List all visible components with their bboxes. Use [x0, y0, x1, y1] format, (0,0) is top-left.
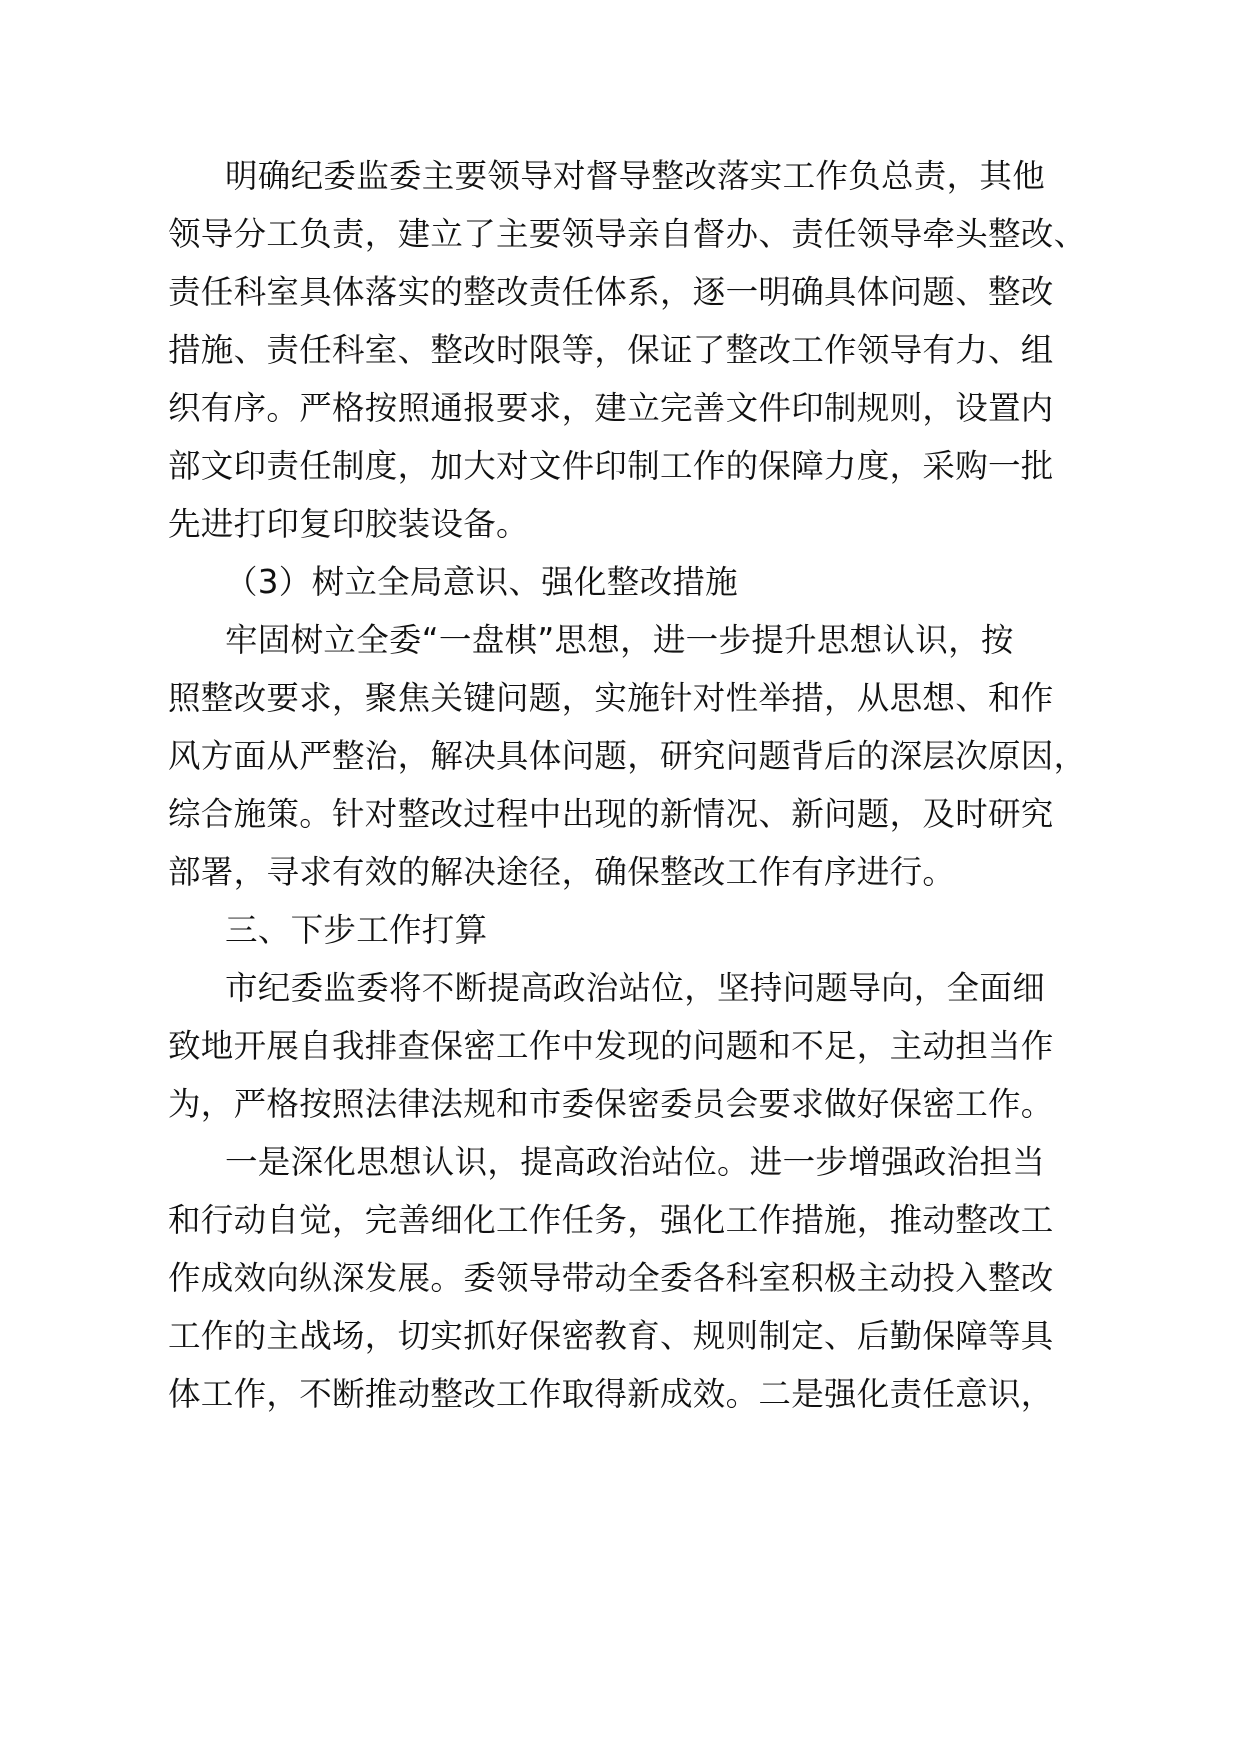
text-line: 风方面从严整治，解决具体问题，研究问题背后的深层次原因， [168, 737, 1087, 775]
text-line: 织有序。严格按照通报要求，建立完善文件印制规则，设置内 [168, 389, 1054, 427]
text-line: 先进打印复印胶装设备。 [168, 505, 529, 543]
text-line: 体工作，不断推动整改工作取得新成效。二是强化责任意识， [168, 1375, 1054, 1413]
text-line: 综合施策。针对整改过程中出现的新情况、新问题，及时研究 [168, 795, 1054, 833]
text-line: 明确纪委监委主要领导对督导整改落实工作负总责，其他 [225, 157, 1046, 195]
text-line: 领导分工负责，建立了主要领导亲自督办、责任领导牵头整改、 [168, 215, 1087, 253]
text-line: 致地开展自我排查保密工作中发现的问题和不足，主动担当作 [168, 1027, 1054, 1065]
text-line: 一是深化思想认识，提高政治站位。进一步增强政治担当 [225, 1143, 1046, 1181]
text-line: 照整改要求，聚焦关键问题，实施针对性举措，从思想、和作 [168, 679, 1054, 717]
text-line: 为，严格按照法律法规和市委保密委员会要求做好保密工作。 [168, 1085, 1054, 1123]
text-line: 和行动自觉，完善细化工作任务，强化工作措施，推动整改工 [168, 1201, 1054, 1239]
text-line: 部署，寻求有效的解决途径，确保整改工作有序进行。 [168, 853, 956, 891]
section-heading: 三、下步工作打算 [225, 911, 488, 949]
text-line: 部文印责任制度，加大对文件印制工作的保障力度，采购一批 [168, 447, 1054, 485]
section-heading: （3）树立全局意识、强化整改措施 [225, 563, 738, 601]
text-line: 措施、责任科室、整改时限等，保证了整改工作领导有力、组 [168, 331, 1054, 369]
text-line: 责任科室具体落实的整改责任体系，逐一明确具体问题、整改 [168, 273, 1054, 311]
text-line: 市纪委监委将不断提高政治站位，坚持问题导向，全面细 [225, 969, 1046, 1007]
text-line: 牢固树立全委“一盘棋”思想，进一步提升思想认识，按 [225, 621, 1014, 659]
text-line: 作成效向纵深发展。委领导带动全委各科室积极主动投入整改 [168, 1259, 1054, 1297]
text-line: 工作的主战场，切实抓好保密教育、规则制定、后勤保障等具 [168, 1317, 1054, 1355]
